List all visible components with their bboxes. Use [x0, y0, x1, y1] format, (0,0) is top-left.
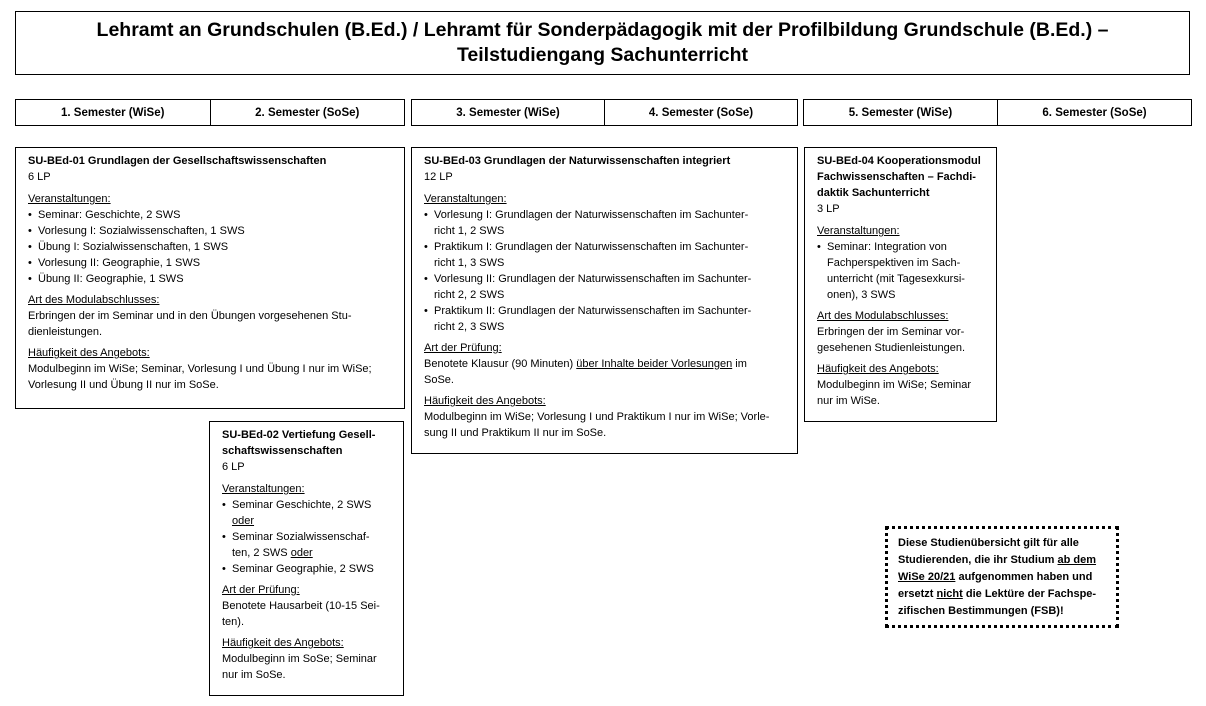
module-su-bed-03: [411, 147, 798, 454]
course-item-text-1: Vorlesung I: Grundlagen der Naturwissenschaften im Sachunter-: [434, 209, 749, 221]
module-credits: 6 LP: [28, 171, 51, 183]
title-line-2: Teilstudiengang Sachunterricht: [456, 44, 749, 66]
notice-line-3: [898, 569, 1106, 586]
course-item: • Vorlesung II: Geographie, 1 SWS: [38, 255, 392, 271]
courses-heading: Veranstaltungen:: [817, 225, 900, 237]
course-item-text-1: Praktikum I: Grundlagen der Naturwissenschaften im Sachunter-: [434, 241, 749, 253]
course-item: • Übung II: Geographie, 1 SWS: [38, 271, 392, 287]
course-item-text-2: ten, 2 SWS: [232, 547, 288, 559]
course-item-text-1: Vorlesung II: Grundlagen der Naturwissenschaften im Sachunter-: [434, 273, 752, 285]
completion-text-1: Erbringen der im Seminar und in den Übungen vorgesehenen Stu-: [28, 310, 352, 322]
course-item-text-4: onen), 3 SWS: [827, 289, 896, 301]
notice-underlined: WiSe 20/21: [898, 571, 956, 583]
module-title: SU-BEd-01 Grundlagen der Gesellschaftswissenschaften: [28, 155, 327, 167]
courses-heading: Veranstaltungen:: [28, 193, 111, 205]
semester-group-1-2: [15, 99, 405, 126]
completion-text-1: Erbringen der im Seminar vor-: [817, 326, 965, 338]
semester-group-3-4: [411, 99, 798, 126]
completion-heading: Art des Modulabschlusses:: [28, 294, 160, 306]
module-su-bed-02: [209, 421, 404, 696]
frequency-text-1: Modulbeginn im WiSe; Seminar: [817, 379, 972, 391]
course-item: • Vorlesung I: Sozialwissenschaften, 1 SWS: [38, 223, 392, 239]
frequency-text-1: Modulbeginn im WiSe; Seminar, Vorlesung I und Übung I nur im WiSe;: [28, 363, 372, 375]
semester-4-label: 4. Semester (SoSe): [604, 100, 797, 125]
course-item-text-2: richt 1, 3 SWS: [434, 257, 505, 269]
course-item-text-1: Seminar Sozialwissenschaf-: [232, 531, 370, 543]
frequency-text-2: nur im WiSe.: [817, 395, 880, 407]
frequency-text-2: sung II und Praktikum II nur im SoSe.: [424, 427, 607, 439]
notice-line-5: zifischen Bestimmungen (FSB)!: [898, 605, 1064, 617]
course-list: [28, 207, 392, 287]
frequency-text-2: nur im SoSe.: [222, 669, 286, 681]
notice-text: Studierenden, die ihr Studium: [898, 554, 1058, 566]
course-item-text-2: Fachperspektiven im Sach-: [827, 257, 961, 269]
frequency-heading: Häufigkeit des Angebots:: [424, 395, 546, 407]
notice-line-1: Diese Studienübersicht gilt für alle: [898, 537, 1079, 549]
notice-text: die Lektüre der Fachspe-: [962, 588, 1097, 600]
notice-line-2: [898, 552, 1106, 569]
exam-heading: Art der Prüfung:: [424, 342, 502, 354]
module-title-1: SU-BEd-04 Kooperationsmodul: [817, 155, 981, 167]
semester-5-label: 5. Semester (WiSe): [848, 106, 953, 119]
exam-text-b: im: [732, 358, 747, 370]
semester-3-label: 3. Semester (WiSe): [456, 106, 560, 119]
course-item-text-3: unterricht (mit Tagesexkursi-: [827, 273, 965, 285]
course-item: • Seminar: Geschichte, 2 SWS: [38, 207, 392, 223]
module-title: SU-BEd-03 Grundlagen der Naturwissenschaften integriert: [424, 155, 731, 167]
module-su-bed-01: [15, 147, 405, 409]
exam-text-2: ten).: [222, 616, 245, 628]
course-item: [434, 239, 785, 271]
courses-heading: Veranstaltungen:: [222, 483, 305, 495]
semester-group-5-6: [803, 99, 1192, 126]
exam-text-1: Benotete Hausarbeit (10-15 Sei-: [222, 600, 380, 612]
frequency-text-2: Vorlesung II und Übung II nur im SoSe.: [28, 379, 219, 391]
frequency-heading: Häufigkeit des Angebots:: [222, 637, 344, 649]
course-item-text-1: Praktikum II: Grundlagen der Naturwissenschaften im Sachunter-: [434, 305, 752, 317]
course-item: [434, 303, 785, 335]
course-list: [817, 239, 984, 303]
module-su-bed-04: [804, 147, 997, 422]
courses-heading: Veranstaltungen:: [424, 193, 507, 205]
course-item: [232, 497, 391, 529]
exam-text-underlined: über Inhalte beider Vorlesungen: [576, 358, 733, 370]
frequency-heading: Häufigkeit des Angebots:: [817, 363, 939, 375]
course-item: • Übung I: Sozialwissenschaften, 1 SWS: [38, 239, 392, 255]
module-title-1: SU-BEd-02 Vertiefung Gesell-: [222, 429, 376, 441]
oder-text: oder: [290, 547, 313, 559]
course-item: [434, 207, 785, 239]
course-item: [827, 239, 984, 303]
module-credits: 12 LP: [424, 171, 453, 183]
course-item-text-2: richt 2, 2 SWS: [434, 289, 505, 301]
page-title: [15, 11, 1190, 75]
module-credits: 6 LP: [222, 461, 245, 473]
course-item: [434, 271, 785, 303]
exam-heading: Art der Prüfung:: [222, 584, 300, 596]
exam-text-2: SoSe.: [424, 374, 454, 386]
frequency-text-1: Modulbeginn im WiSe; Vorlesung I und Praktikum I nur im WiSe; Vorle-: [424, 411, 770, 423]
course-item-text-1: Seminar: Integration von: [827, 241, 947, 253]
course-list: [222, 497, 391, 577]
semester-2-label: 2. Semester (SoSe): [210, 100, 405, 125]
course-item: • Seminar Geographie, 2 SWS: [232, 561, 391, 577]
course-item-text-2: richt 1, 2 SWS: [434, 225, 505, 237]
module-title-3: daktik Sachunterricht: [817, 187, 930, 199]
notice-underlined: ab dem: [1057, 554, 1097, 566]
notice-text: ersetzt: [898, 588, 937, 600]
course-list: [424, 207, 785, 335]
course-item-text: Seminar Geschichte, 2 SWS: [232, 499, 372, 511]
module-title-2: schaftswissenschaften: [222, 445, 343, 457]
frequency-text-1: Modulbeginn im SoSe; Seminar: [222, 653, 377, 665]
completion-text-2: gesehenen Studienleistungen.: [817, 342, 966, 354]
title-line-1: Lehramt an Grundschulen (B.Ed.) / Lehramt für Sonderpädagogik mit der Profilbildung Grundschule (B.Ed.) –: [96, 19, 1109, 41]
course-item: [232, 529, 391, 561]
exam-text-1: [424, 356, 785, 372]
notice-text: aufgenommen haben und: [955, 571, 1093, 583]
exam-text-a: Benotete Klausur (90 Minuten): [424, 358, 577, 370]
module-title-2: Fachwissenschaften – Fachdi-: [817, 171, 976, 183]
validity-notice: [885, 526, 1119, 628]
frequency-heading: Häufigkeit des Angebots:: [28, 347, 150, 359]
semester-1-label: 1. Semester (WiSe): [61, 106, 165, 119]
semester-6-label: 6. Semester (SoSe): [997, 100, 1191, 125]
oder-text: oder: [232, 515, 255, 527]
completion-heading: Art des Modulabschlusses:: [817, 310, 949, 322]
module-credits: 3 LP: [817, 203, 840, 215]
completion-text-2: dienleistungen.: [28, 326, 103, 338]
notice-underlined: nicht: [936, 588, 963, 600]
notice-line-4: [898, 586, 1106, 603]
course-item-text-2: richt 2, 3 SWS: [434, 321, 505, 333]
